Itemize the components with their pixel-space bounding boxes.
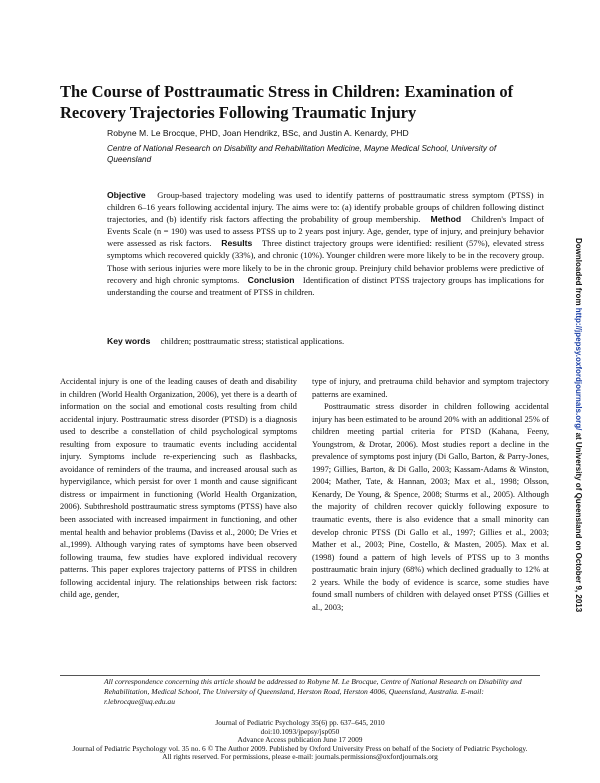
abstract-conclusion-label: Conclusion: [247, 274, 295, 285]
watermark-link[interactable]: http://jpepsy.oxfordjournals.org/: [574, 307, 583, 431]
watermark-suffix: at University of Queensland on October 9, 2013: [574, 432, 583, 613]
abstract: [107, 189, 544, 298]
abstract-objective-label: Objective: [107, 190, 146, 200]
author-list: Robyne M. Le Brocque, PHD, Joan Hendrikz, BSc, and Justin A. Kenardy, PHD: [107, 128, 409, 138]
body-column-right: [312, 376, 549, 614]
correspondence-footnote: All correspondence concerning this article should be addressed to Robyne M. Le Brocque, Centre of National Research on Disability and Rehabilitation, Medical School, The University of Queensland, Herston Road, Herston 4006, Queensland, Australia. E-mail: r.lebrocque@uq.edu.au: [104, 677, 522, 706]
journal-citation: Journal of Pediatric Psychology 35(6) pp. 637–645, 2010: [215, 718, 385, 727]
journal-permissions: All rights reserved. For permissions, please e-mail: journals.permissions@oxfordjournals.org: [162, 752, 438, 762]
abstract-objective-text: Group-based trajectory modeling was used to identify patterns of posttraumatic stress symptom (PTSS) in children 6–16 years following accidental injury. The aims were to: (a) identify probable groups of children following distinct trajectories, and (b) identify risk factors affecting the probability of group membership.: [107, 190, 544, 225]
body-right-paragraph-2: Posttraumatic stress disorder in children following accidental injury has been estimated to be around 20% with an additional 25% of children meeting partial criteria for PTSD (Kahana, Feeny, Youngstrom, & Drotar, 2006). Most studies report a decline in the prevalence of symptoms post injury (Di Gallo, Barton, & Parry-Jones, 1997; Gillies, Barton, & Di Gallo, 2003; Kassam-Adams & Winston, 2004; Mather, Tate, & Hannan, 2003; Max et al., 1998; Olsson, Kenardy, De Young, & Spence, 2008; Sturms et al., 2005). Although the majority of children recover quickly following exposure to traumatic events, there is also evidence that a small minority can develop chronic PTSS (Di Gallo et al., 1997; Gillies et al., 2003; Mather et al., 2003; Pine, Costello, & Masten, 2005). Max et al. (1998) found a pattern of high levels of PTSS up to 3 months posttraumatic brain injury (68%) which declined gradually to 12% at 2 years. While the body of evidence is scarce, some studies have found small numbers of children with delayed onset PTSS (Gillies et al., 2003;: [312, 402, 549, 612]
abstract-conclusion-text: Identification of distinct PTSS trajectory groups has implications for understanding the course and treatment of PTSS in children.: [107, 274, 544, 297]
abstract-method-label: Method: [430, 214, 462, 225]
journal-advance-access: Advance Access publication June 17 2009: [237, 735, 363, 745]
keywords: [107, 335, 544, 347]
journal-doi: doi:10.1093/jpepsy/jsp050: [260, 726, 340, 736]
journal-info: [60, 719, 540, 762]
keywords-label: Key words: [107, 336, 151, 346]
paper-title: The Course of Posttraumatic Stress in Children: Examination of Recovery Trajectories Following Traumatic Injury: [60, 82, 514, 122]
abstract-results-text: Three distinct trajectory groups were identified: resilient (57%), elevated stress symptoms which recovered quickly (33%), and chronic (10%). Younger children were more likely to be in the recovery group. Those with serious injuries were more likely to be in the chronic group. Preinjury child behavior problems were predictive of recovery and high chronic symptoms.: [107, 238, 544, 285]
abstract-results-label: Results: [221, 238, 253, 249]
watermark-prefix: Downloaded from: [574, 238, 583, 306]
journal-copyright: Journal of Pediatric Psychology vol. 35 no. 6 © The Author 2009. Published by Oxford University Press on behalf of the Society of Pediatric Psychology.: [72, 743, 528, 753]
footnote-divider: [60, 675, 540, 676]
body-right-paragraph-1: type of injury, and pretrauma child behavior and symptom trajectory patterns are examined.: [312, 377, 549, 399]
abstract-method-text: Children's Impact of Events Scale (n = 190) was used to assess PTSS up to 2 years post injury. Age, gender, type of injury, and preinjury behavior were assessed as risk factors.: [107, 214, 544, 249]
download-watermark: [574, 238, 583, 612]
author-affiliation: Centre of National Research on Disability and Rehabilitation Medicine, Mayne Medical School, University of Queensland: [107, 144, 497, 164]
keywords-text: children; posttraumatic stress; statistical applications.: [160, 336, 345, 346]
body-column-left: Accidental injury is one of the leading causes of death and disability in children (World Health Organization, 2006), yet there is a dearth of information on the social and emotional costs resulting from child accidental injury. Posttraumatic stress disorder (PTSD) is a diagnosis used to describe a constellation of child psychological symptoms resulting from exposure to traumatic events including accidental injury. Symptoms include re-experiencing such as flashbacks, avoidance of reminders of the trauma, and increased arousal such as hypervigilance, which persist for over 1 month and cause significant distress or impairment in functioning (World Health Organization, 2006). Subthreshold posttraumatic stress symptoms (PTSS) have also been associated with increased impairment in functioning, and other mental health and behavior problems (Daviss et al., 2000; De Vries et al.,1999). Although varying rates of symptoms have been observed following trauma, few studies have explored individual recovery patterns. This paper explores trajectory patterns of PTSS in children following accidental injury. The relationships between risk factors: child age, gender,: [60, 377, 297, 600]
